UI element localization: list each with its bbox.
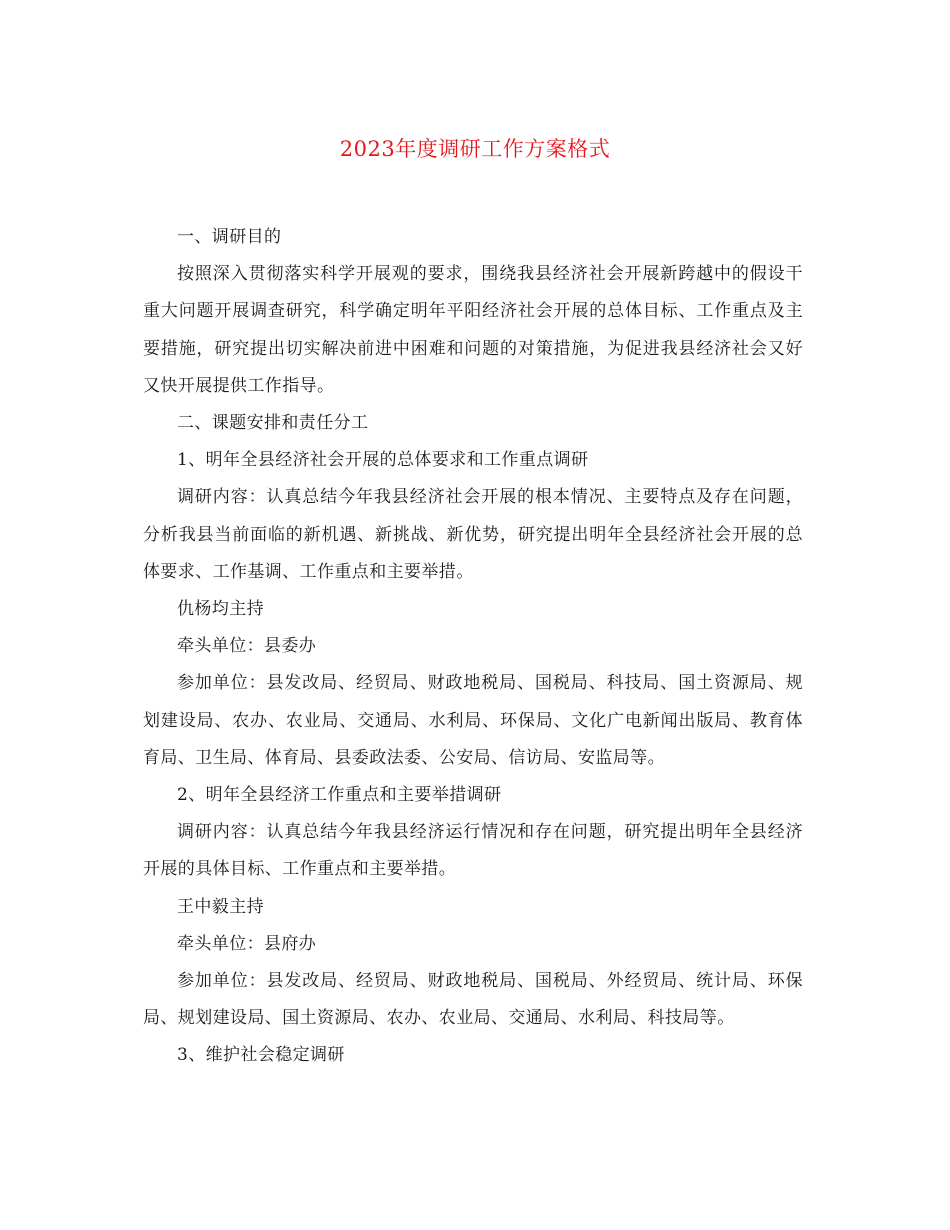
heading-research-purpose: 一、调研目的 xyxy=(177,227,282,247)
topic-2-host: 王中毅主持 xyxy=(177,896,264,917)
topic-2-heading: 2、明年全县经济工作重点和主要举措调研 xyxy=(177,785,502,806)
topic-2-lead-unit: 牵头单位：县府办 xyxy=(177,933,317,954)
paragraph-research-purpose: 按照深入贯彻落实科学开展观的要求，围绕我县经济社会开展新跨越中的假设干重大问题开展调查研究，科学确定明年平阳经济社会开展的总体目标、工作重点及主要措施，研究提出切实解决前进中困难和问题的对策措施，为促进我县经济社会又好又快开展提供工作指导。 xyxy=(143,264,803,396)
heading-topic-arrangement: 二、课题安排和责任分工 xyxy=(177,413,369,434)
document-title: 2023年度调研工作方案格式 xyxy=(339,137,611,161)
document-body xyxy=(143,219,803,1075)
topic-2-content: 调研内容：认真总结今年我县经济运行情况和存在问题，研究提出明年全县经济开展的具体目标、工作重点和主要举措。 xyxy=(143,822,803,880)
topic-1-content: 调研内容：认真总结今年我县经济社会开展的根本情况、主要特点及存在问题，分析我县当前面临的新机遇、新挑战、新优势，研究提出明年全县经济社会开展的总体要求、工作基调、工作重点和主要举措。 xyxy=(143,487,803,582)
topic-1-lead-unit: 牵头单位：县委办 xyxy=(177,636,317,657)
topic-1-participants: 参加单位：县发改局、经贸局、财政地税局、国税局、科技局、国土资源局、规划建设局、农办、农业局、交通局、水利局、环保局、文化广电新闻出版局、教育体育局、卫生局、体育局、县委政法委、公安局、信访局、安监局等。 xyxy=(143,673,803,768)
topic-1-heading: 1、明年全县经济社会开展的总体要求和工作重点调研 xyxy=(177,450,589,471)
topic-1-host: 仇杨均主持 xyxy=(177,599,264,620)
topic-2-participants: 参加单位：县发改局、经贸局、财政地税局、国税局、外经贸局、统计局、环保局、规划建设局、国土资源局、农办、农业局、交通局、水利局、科技局等。 xyxy=(143,971,803,1029)
topic-3-heading: 3、维护社会稳定调研 xyxy=(177,1045,345,1066)
